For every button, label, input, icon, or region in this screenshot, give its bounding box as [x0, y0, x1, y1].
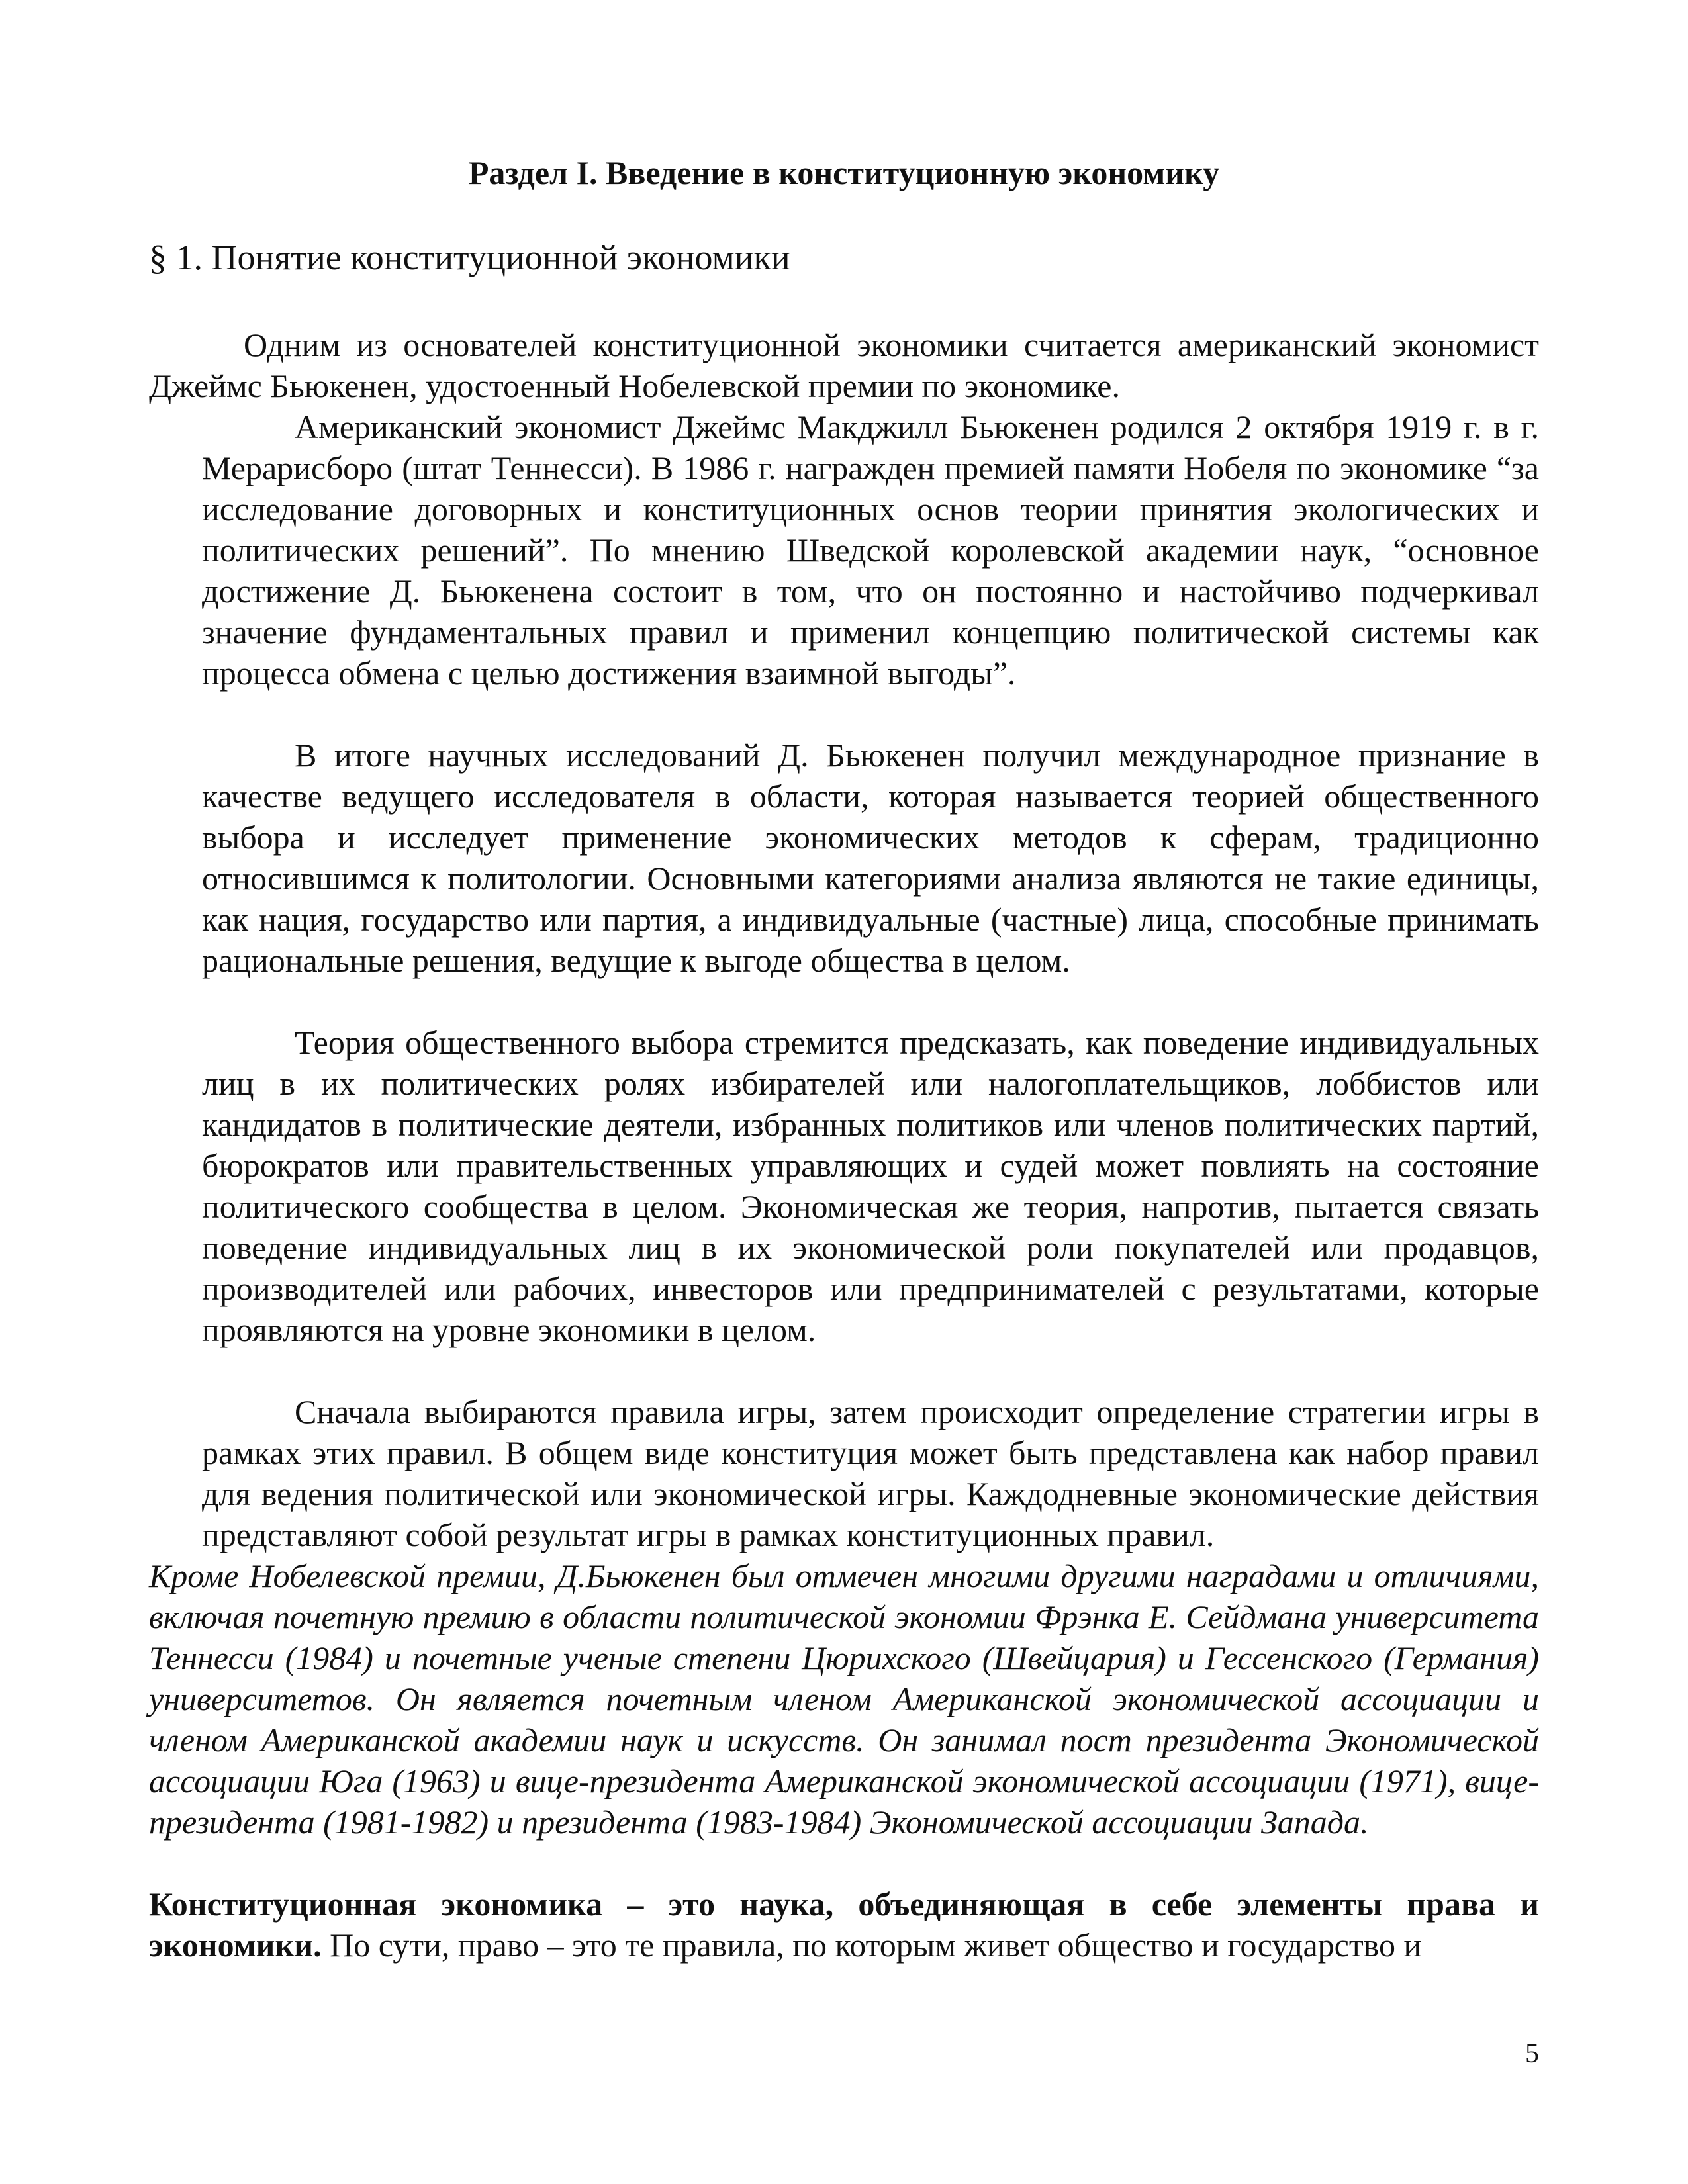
section-title: Раздел I. Введение в конституционную экономику [468, 154, 1220, 191]
theory-paragraph: Теория общественного выбора стремится предсказать, как поведение индивидуальных лиц в их политических ролях избирателей или налогоплательщиков, лоббистов или кандидатов в политические деятели, избранных политиков или членов политических партий, бюрократов или правительственных управляющих и судей может повлиять на состояние политического сообщества в целом. Экономическая же теория, напротив, пытается связать поведение индивидуальных лиц в их экономической роли покупателей или продавцов, производителей или рабочих, инвесторов или предпринимателей с результатами, которые проявляются на уровне экономики в целом. [202, 1024, 1539, 1348]
public-choice-paragraph: В итоге научных исследований Д. Бьюкенен получил международное признание в качестве ведущего исследователя в области, которая называется теорией общественного выбора и исследует применение экономических методов к сферам, традиционно относившимся к политологии. Основными категориями анализа являются не такие единицы, как нация, государство или партия, а индивидуальные (частные) лица, способные принимать рациональные решения, ведущие к выгоде общества в целом. [202, 737, 1539, 979]
paragraph-title: § 1. Понятие конституционной экономики [149, 238, 790, 277]
page-number: 5 [1525, 2038, 1539, 2069]
definition-rest: По сути, право – это те правила, по которым живет общество и государство и [321, 1927, 1422, 1964]
awards-paragraph: Кроме Нобелевской премии, Д.Бьюкенен был отмечен многими другими наградами и отличиями, включая почетную премию в области политической экономии Фрэнка Е. Сейдмана университета Теннесси (1984) и почетные ученые степени Цюрихского (Швейцария) и Гессенского (Германия) университетов. Он является почетным членом Американской экономической ассоциации и членом Американской академии наук и искусств. Он занимал пост президента Экономической ассоциации Юга (1963) и вице-президента Американской экономической ассоциации (1971), вице-президента (1981-1982) и президента (1983-1984) Экономической ассоциации Запада. [149, 1557, 1539, 1841]
biography-paragraph: Американский экономист Джеймс Макджилл Бьюкенен родился 2 октября 1919 г. в г. Мерарисборо (штат Теннесси). В 1986 г. награжден премией памяти Нобеля по экономике “за исследование договорных и конституционных основ теории принятия экологических и политических решений”. По мнению Шведской королевской академии наук, “основное достижение Д. Бьюкенена состоит в том, что он постоянно и настойчиво подчеркивал значение фундаментальных правил и применил концепцию политической системы как процесса обмена с целью достижения взаимной выгоды”. [202, 408, 1539, 692]
definition-bold: Конституционная экономика – это наука, объединяющая в себе элементы права и экономики. [149, 1886, 1539, 1964]
intro-paragraph: Одним из основателей конституционной экономики считается американский экономист Джеймс Бьюкенен, удостоенный Нобелевской премии по экономике. [149, 326, 1539, 404]
rules-paragraph: Сначала выбираются правила игры, затем происходит определение стратегии игры в рамках этих правил. В общем виде конституция может быть представлена как набор правил для ведения политической или экономической игры. Каждодневные экономические действия представляют собой результат игры в рамках конституционных правил. [202, 1393, 1539, 1553]
definition-paragraph [149, 1884, 1539, 1966]
